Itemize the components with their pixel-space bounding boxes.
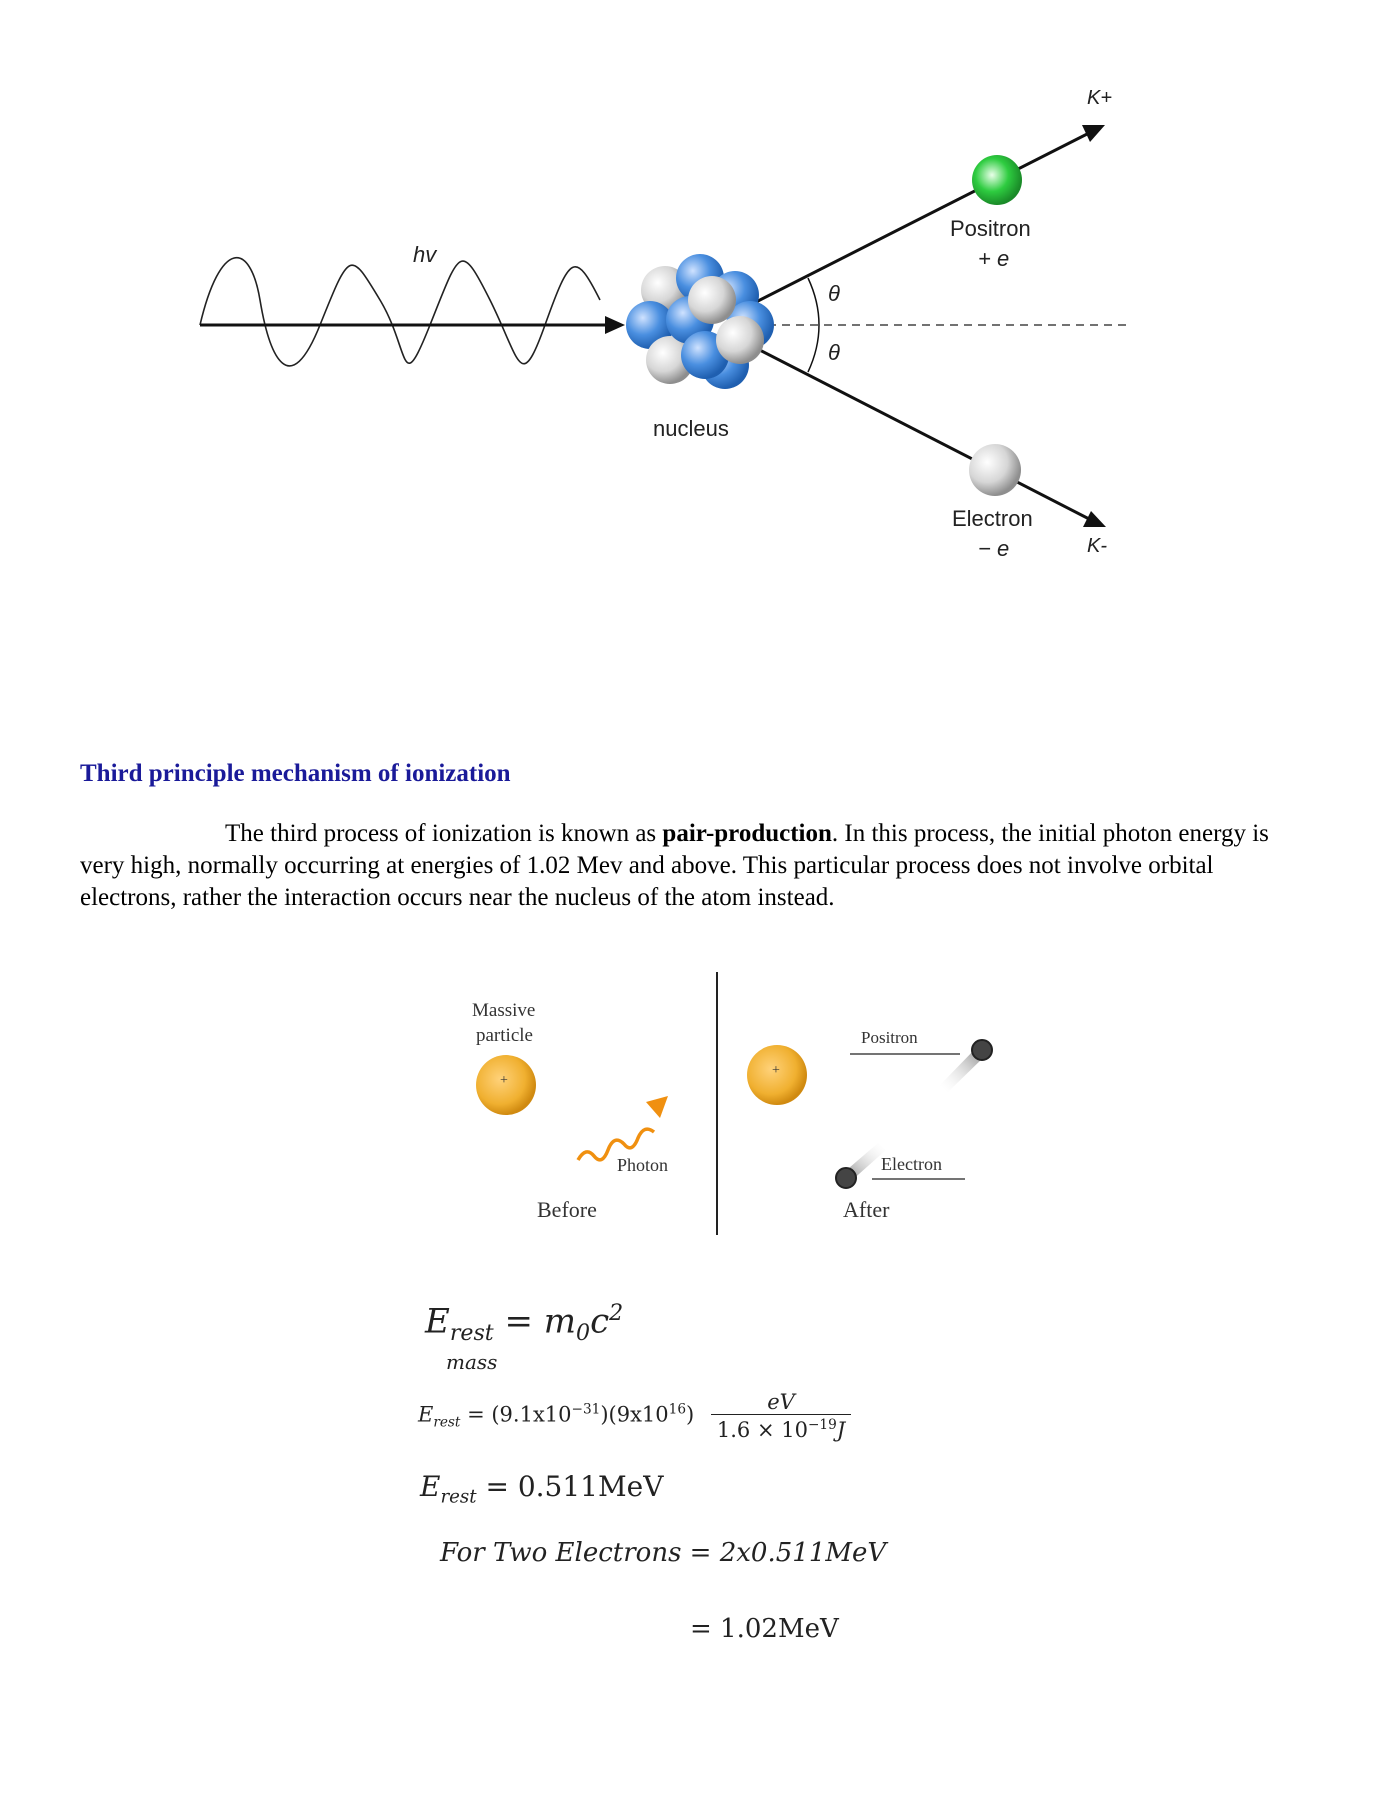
k-minus-label: K-	[1087, 535, 1107, 557]
photon-arrowhead	[605, 316, 625, 334]
positron-particle-icon	[972, 155, 1022, 205]
positron-charge-label: + e	[978, 246, 1010, 271]
equation-two-electrons: For Two Electrons = 2x0.511MeV	[440, 1538, 887, 1568]
eq2-exp1: −31	[571, 1401, 601, 1418]
eq1-rhs: = m	[504, 1301, 577, 1342]
eq2-exp2: 16	[668, 1401, 686, 1418]
eq2-den-unit: J	[836, 1418, 846, 1442]
massive-after-plus-sign: +	[772, 1063, 780, 1078]
electron-particle-icon	[969, 444, 1021, 496]
eq2-subscript: rest	[433, 1414, 461, 1431]
electron-charge-label: − e	[978, 536, 1010, 561]
k-plus-label: K+	[1087, 87, 1113, 109]
eq1-superscript: 2	[609, 1300, 624, 1326]
eq1-c: c	[590, 1301, 610, 1342]
massive-label-line1: Massive	[472, 1000, 536, 1021]
massive-plus-sign: +	[500, 1073, 508, 1088]
eq1-subscript: rest	[449, 1320, 494, 1347]
positron-label: Positron	[950, 216, 1031, 241]
pair-production-diagram	[0, 0, 1391, 600]
eq3-subscript: rest	[440, 1486, 477, 1508]
equation-rest-energy-result	[420, 1470, 663, 1508]
electron-label: Electron	[881, 1154, 942, 1174]
electron-track	[750, 345, 1095, 522]
photon-label: Photon	[617, 1155, 669, 1175]
after-label: After	[843, 1197, 890, 1222]
eq1-sub-zero: 0	[576, 1320, 591, 1347]
nucleus-label: nucleus	[653, 416, 729, 441]
eq2-den-base: 1.6 × 10	[716, 1418, 808, 1442]
eq2-fraction	[711, 1390, 851, 1442]
eq2-close: )	[686, 1402, 695, 1427]
before-after-figure	[0, 960, 1391, 1260]
equation-final-result: = 1.02MeV	[690, 1614, 839, 1644]
theta-upper-label: θ	[828, 281, 840, 306]
eq2-mass: = (9.1x10	[460, 1402, 572, 1427]
positron-after-icon	[972, 1040, 992, 1060]
before-label: Before	[537, 1197, 597, 1222]
eq2-symbol: E	[418, 1402, 434, 1427]
section-heading: Third principle mechanism of ionization	[80, 760, 511, 787]
equation-rest-energy-calc	[418, 1390, 851, 1442]
eq2-c2: )(9x10	[600, 1402, 669, 1427]
diagram-graphic	[0, 0, 1391, 600]
before-after-graphic	[0, 960, 1391, 1260]
electron-label: Electron	[952, 506, 1033, 531]
eq2-numerator: eV	[767, 1390, 795, 1414]
positron-track	[750, 130, 1095, 305]
eq3-symbol: E	[420, 1470, 441, 1503]
massive-label-line2: particle	[476, 1025, 533, 1046]
eq2-denominator	[711, 1414, 851, 1442]
positron-label: Positron	[861, 1028, 918, 1047]
eq2-den-exp: −19	[807, 1417, 837, 1433]
paragraph-text-end: . In this process, the initial photon energy is very high, normally occurring at energies of 1.02 Mev and above. This particular process does not involve orbital electrons, rather the interaction occurs near the nucleus of the atom instead.	[80, 820, 1269, 911]
photon-wave	[200, 258, 600, 366]
paragraph-bold-term: pair-production	[662, 820, 832, 847]
eq1-under-label: mass	[446, 1350, 498, 1374]
equation-rest-mass	[425, 1300, 623, 1346]
paragraph-text-start: The third process of ionization is known as	[225, 820, 663, 847]
eq1-symbol: E	[425, 1301, 450, 1342]
theta-lower-label: θ	[828, 340, 840, 365]
electron-after-icon	[836, 1168, 856, 1188]
nucleus-icon	[626, 254, 774, 389]
photon-arrowhead-icon	[646, 1096, 668, 1118]
eq3-rhs: = 0.511MeV	[476, 1470, 664, 1503]
body-paragraph	[80, 818, 1280, 914]
photon-label: hv	[413, 242, 437, 267]
